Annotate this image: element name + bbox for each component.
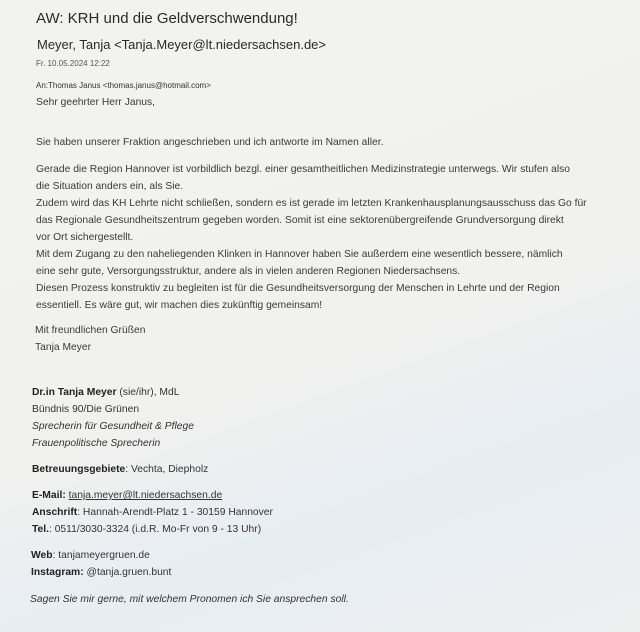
areas-value: : Vechta, Diepholz [125, 464, 209, 475]
body-line: Zudem wird das KH Lehrte nicht schließen, sondern es ist gerade im letzten Krankenhausplanungsausschuss das Go für [36, 198, 587, 209]
web-label: Web [31, 550, 53, 561]
signature-party: Bündnis 90/Die Grünen [32, 404, 140, 415]
address-label: Anschrift [32, 507, 78, 518]
phone-value: : 0511/3030-3324 (i.d.R. Mo-Fr von 9 - 13 Uhr) [48, 524, 262, 535]
signature-name: Dr.in Tanja Meyer [32, 387, 117, 398]
body-line: eine sehr gute, Versorgungsstruktur, andere als in vielen anderen Regionen Niedersachsens. [36, 266, 461, 277]
areas-label: Betreuungsgebiete [32, 464, 126, 475]
email-date: Fr. 10.05.2024 12:22 [36, 59, 110, 68]
signature-pronouns: (sie/ihr), MdL [116, 387, 180, 398]
signature-areas [32, 464, 208, 475]
body-line: vor Ort sichergestellt. [36, 232, 134, 243]
instagram-value: @tanja.gruen.bunt [83, 567, 172, 578]
signature-address [32, 507, 273, 518]
closing: Mit freundlichen Grüßen [35, 325, 146, 336]
pronoun-note: Sagen Sie mir gerne, mit welchem Pronomen ich Sie ansprechen soll. [30, 594, 349, 605]
email-link[interactable]: tanja.meyer@lt.niedersachsen.de [68, 490, 223, 501]
body-line: Diesen Prozess konstruktiv zu begleiten ist für die Gesundheitsversorgung der Menschen in Lehrte und der Region [36, 283, 560, 294]
email-recipient: An:Thomas Janus <thomas.janus@hotmail.com> [36, 81, 211, 90]
body-line: Mit dem Zugang zu den naheliegenden Klinken in Hannover haben Sie außerdem eine wesentlich bessere, nämlich [36, 249, 563, 260]
address-value: : Hannah-Arendt-Platz 1 - 30159 Hannover [77, 507, 273, 518]
signature-role: Frauenpolitische Sprecherin [32, 438, 161, 449]
body-line: essentiell. Es wäre gut, wir machen dies zukünftig gemeinsam! [36, 300, 323, 311]
web-value: : tanjameyergruen.de [52, 550, 150, 561]
email-label: E-Mail: [32, 490, 66, 501]
closing-name: Tanja Meyer [35, 342, 92, 353]
body-line: die Situation anders ein, als Sie. [36, 181, 184, 192]
email-subject: AW: KRH und die Geldverschwendung! [36, 10, 298, 27]
greeting: Sehr geehrter Herr Janus, [36, 97, 156, 108]
signature-instagram [31, 567, 171, 578]
instagram-label: Instagram: [31, 567, 84, 578]
body-line: Gerade die Region Hannover ist vorbildlich bezgl. einer gesamtheitlichen Medizinstrategie unterwegs. Wir stufen also [36, 164, 570, 175]
email-sender: Meyer, Tanja <Tanja.Meyer@lt.niedersachsen.de> [37, 37, 327, 52]
phone-label: Tel. [32, 524, 49, 535]
body-line: Sie haben unserer Fraktion angeschrieben und ich antworte im Namen aller. [36, 137, 384, 148]
signature-name-line [32, 387, 179, 398]
signature-phone [32, 524, 261, 535]
signature-role: Sprecherin für Gesundheit & Pflege [32, 421, 194, 432]
signature-web [31, 550, 150, 561]
body-line: das Regionale Gesundheitszentrum gegeben worden. Somit ist eine sektorenübergreifende Grundversorgung direkt [36, 215, 564, 226]
signature-email [32, 490, 222, 501]
